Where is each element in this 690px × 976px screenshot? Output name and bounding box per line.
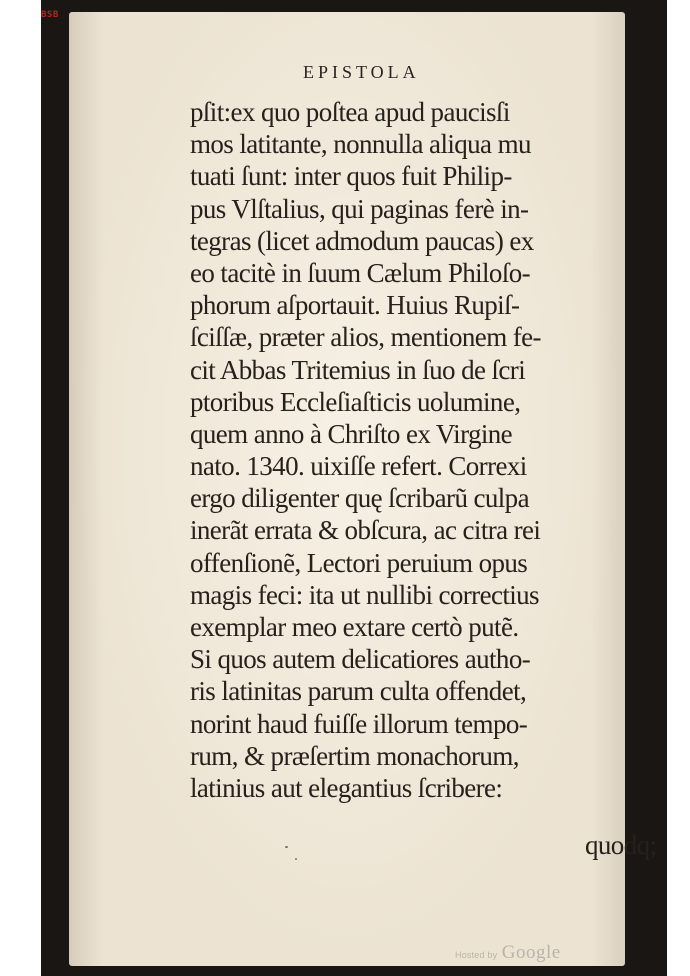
text-line: ergo diligenter quę ſcribarũ culpa — [190, 483, 529, 514]
text-line: latinius aut elegantius ſcribere: — [190, 772, 503, 803]
text-line: mos latitante, nonnulla aliqua mu — [190, 129, 531, 160]
text-block — [190, 96, 610, 804]
catchword: quodq; — [585, 830, 657, 860]
text-line: Si quos autem delicatiores autho- — [190, 644, 531, 675]
text-line: pſit:ex quo poſtea apud paucisſi — [190, 97, 510, 127]
text-line: tuati ſunt: inter quos fuit Philip- — [190, 161, 512, 192]
text-line: eo tacitè in ſuum Cælum Philoſo- — [190, 257, 531, 288]
library-mark: BSB — [41, 10, 59, 20]
text-line: ris latinitas parum culta offendet, — [190, 676, 527, 707]
text-line: cit Abbas Tritemius in ſuo de ſcri — [190, 354, 526, 385]
text-line: quem anno à Chriſto ex Virgine — [190, 418, 513, 449]
running-head: EPISTOLA — [303, 62, 420, 82]
text-line: nato. 1340. uixiſſe refert. Correxi — [190, 451, 527, 482]
text-line: exemplar meo extare certò putẽ. — [190, 612, 519, 642]
paper-speck — [295, 858, 297, 860]
text-line: pus Vlſtalius, qui paginas ferè in- — [190, 193, 529, 224]
text-line: tegras (licet admodum paucas) ex — [190, 225, 534, 256]
watermark-prefix: Hosted by — [455, 950, 498, 960]
text-line: ptoribus Eccleſiaſticis uolumine, — [190, 386, 521, 417]
text-line: offenſionẽ, Lectori peruium opus — [190, 547, 528, 578]
text-line: ſciſſæ, præter alios, mentionem fe- — [190, 322, 541, 353]
text-line: phorum aſportauit. Huius Rupiſ- — [190, 290, 520, 321]
text-line: magis feci: ita ut nullibi correctius — [190, 579, 539, 610]
text-line: inerãt errata & obſcura, ac citra rei — [190, 515, 541, 546]
scan-frame — [41, 0, 667, 976]
book-page — [69, 12, 657, 966]
text-line: norint haud fuiſſe illorum tempo- — [190, 708, 528, 739]
text-line: rum, & præſertim monachorum, — [190, 740, 519, 771]
google-logo: Google — [501, 942, 561, 963]
hosted-by-google-watermark — [455, 942, 561, 964]
paper-speck — [285, 846, 288, 848]
